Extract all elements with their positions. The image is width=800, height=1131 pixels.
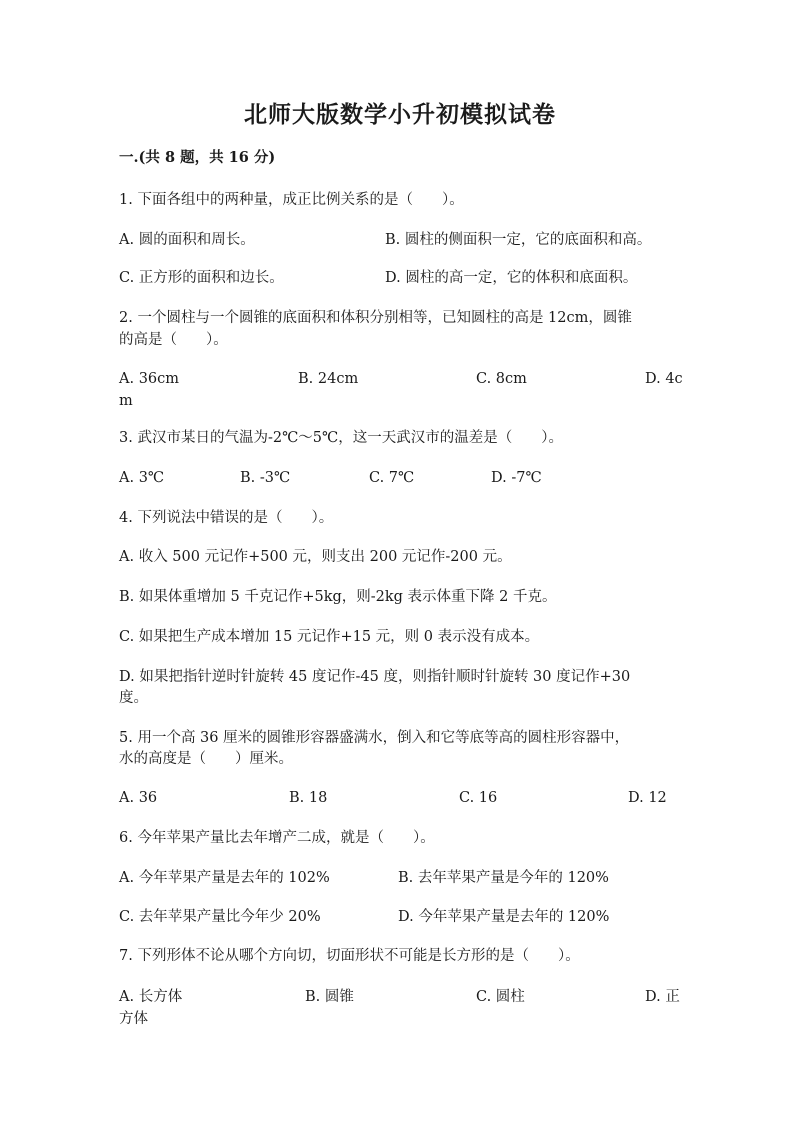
question-1-stem: 1. 下面各组中的两种量，成正比例关系的是（ ）。: [119, 192, 464, 208]
question-5-option-a: A. 36: [119, 790, 158, 806]
question-4-option-c: C. 如果把生产成本增加 15 元记作+15 元，则 0 表示没有成本。: [119, 629, 540, 645]
question-5-option-d: D. 12: [628, 790, 667, 806]
question-5-option-c: C. 16: [459, 790, 498, 806]
question-2-option-wrap: m: [119, 393, 133, 409]
question-7-option-b: B. 圆锥: [305, 989, 354, 1005]
question-7-stem: 7. 下列形体不论从哪个方向切，切面形状不可能是长方形的是（ ）。: [119, 948, 580, 964]
question-4-option-b: B. 如果体重增加 5 千克记作+5kg，则-2kg 表示体重下降 2 千克。: [119, 589, 557, 605]
question-2-stem-line1: 2. 一个圆柱与一个圆锥的底面积和体积分别相等，已知圆柱的高是 12cm，圆锥: [119, 310, 632, 326]
question-1-option-d: D. 圆柱的高一定，它的体积和底面积。: [385, 270, 638, 286]
question-2-option-d: D. 4c: [645, 371, 683, 387]
question-6-option-b: B. 去年苹果产量是今年的 120%: [398, 870, 609, 886]
question-4-stem: 4. 下列说法中错误的是（ ）。: [119, 510, 334, 526]
question-6-option-c: C. 去年苹果产量比今年少 20%: [119, 909, 321, 925]
question-6-stem: 6. 今年苹果产量比去年增产二成，就是（ ）。: [119, 830, 435, 846]
question-7-option-a: A. 长方体: [119, 989, 183, 1005]
question-2-stem-line2: 的高是（ ）。: [119, 332, 228, 348]
question-5-stem-line1: 5. 用一个高 36 厘米的圆锥形容器盛满水，倒入和它等底等高的圆柱形容器中，: [119, 730, 630, 746]
page-title: 北师大版数学小升初模拟试卷: [244, 101, 556, 128]
section-heading: 一.(共 8 题，共 16 分): [119, 149, 276, 166]
question-3-stem: 3. 武汉市某日的气温为-2℃～5℃，这一天武汉市的温差是（ ）。: [119, 430, 563, 446]
question-5-option-b: B. 18: [289, 790, 328, 806]
question-4-option-d-wrap: 度。: [119, 690, 148, 706]
question-7-option-c: C. 圆柱: [476, 989, 525, 1005]
question-2-option-c: C. 8cm: [476, 371, 527, 387]
question-3-option-b: B. -3℃: [240, 470, 291, 486]
question-4-option-d: D. 如果把指针逆时针旋转 45 度记作-45 度，则指针顺时针旋转 30 度记作+30: [119, 669, 631, 685]
question-6-option-d: D. 今年苹果产量是去年的 120%: [398, 909, 610, 925]
question-1-option-b: B. 圆柱的侧面积一定，它的底面积和高。: [385, 232, 652, 248]
question-3-option-d: D. -7℃: [491, 470, 542, 486]
question-5-stem-line2: 水的高度是（ ）厘米。: [119, 751, 293, 767]
question-2-option-a: A. 36cm: [119, 371, 180, 387]
question-3-option-c: C. 7℃: [369, 470, 415, 486]
question-7-option-wrap: 方体: [119, 1011, 148, 1027]
question-2-option-b: B. 24cm: [298, 371, 359, 387]
question-7-option-d: D. 正: [645, 989, 680, 1005]
question-3-option-a: A. 3℃: [119, 470, 165, 486]
question-1-option-a: A. 圆的面积和周长。: [119, 232, 255, 248]
question-1-option-c: C. 正方形的面积和边长。: [119, 270, 284, 286]
question-4-option-a: A. 收入 500 元记作+500 元，则支出 200 元记作-200 元。: [119, 549, 512, 565]
question-6-option-a: A. 今年苹果产量是去年的 102%: [119, 870, 330, 886]
